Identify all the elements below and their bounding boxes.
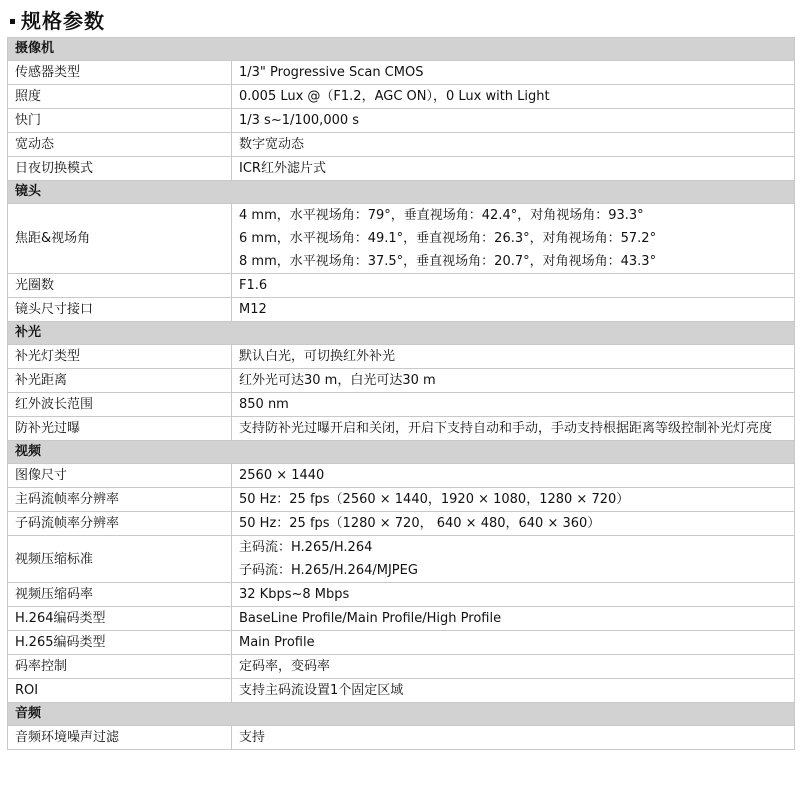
- spec-label: 码率控制: [8, 655, 232, 679]
- spec-value: [232, 204, 795, 274]
- spec-label: H.264编码类型: [8, 607, 232, 631]
- table-row: [8, 85, 795, 109]
- section-header-lens: [8, 181, 795, 204]
- table-row: [8, 655, 795, 679]
- section-title: 摄像机: [8, 38, 795, 61]
- table-row: [8, 133, 795, 157]
- table-row: [8, 536, 795, 583]
- spec-value: 默认白光，可切换红外补光: [232, 345, 795, 369]
- spec-value: 1/3" Progressive Scan CMOS: [232, 61, 795, 85]
- page-title-bar: [10, 5, 105, 33]
- table-row: [8, 298, 795, 322]
- spec-value: 红外光可达30 m，白光可达30 m: [232, 369, 795, 393]
- spec-value: 支持: [232, 726, 795, 750]
- spec-value: 2560 × 1440: [232, 464, 795, 488]
- spec-value: 50 Hz：25 fps（1280 × 720， 640 × 480，640 × 360）: [232, 512, 795, 536]
- section-title: 视频: [8, 441, 795, 464]
- spec-value: 50 Hz：25 fps（2560 × 1440，1920 × 1080，1280 × 720）: [232, 488, 795, 512]
- table-row: [8, 631, 795, 655]
- spec-value: 定码率，变码率: [232, 655, 795, 679]
- spec-value: 32 Kbps~8 Mbps: [232, 583, 795, 607]
- table-row: [8, 345, 795, 369]
- table-row: [8, 61, 795, 85]
- section-header-camera: [8, 38, 795, 61]
- table-row: [8, 679, 795, 703]
- table-row: [8, 512, 795, 536]
- spec-value: 支持主码流设置1个固定区域: [232, 679, 795, 703]
- spec-label: 镜头尺寸接口: [8, 298, 232, 322]
- spec-label: ROI: [8, 679, 232, 703]
- spec-label: 快门: [8, 109, 232, 133]
- focal-line: 8 mm，水平视场角：37.5°，垂直视场角：20.7°，对角视场角：43.3°: [239, 254, 657, 269]
- table-row: [8, 204, 795, 274]
- compression-line: 主码流：H.265/H.264: [239, 540, 373, 555]
- table-row: [8, 417, 795, 441]
- table-row: [8, 583, 795, 607]
- spec-value: ICR红外滤片式: [232, 157, 795, 181]
- bullet-icon: [10, 19, 15, 24]
- spec-label: 补光灯类型: [8, 345, 232, 369]
- spec-label: 宽动态: [8, 133, 232, 157]
- section-title: 补光: [8, 322, 795, 345]
- compression-line: 子码流：H.265/H.264/MJPEG: [239, 563, 418, 578]
- spec-label: 红外波长范围: [8, 393, 232, 417]
- spec-label: 子码流帧率分辨率: [8, 512, 232, 536]
- spec-value: 0.005 Lux @（F1.2，AGC ON），0 Lux with Light: [232, 85, 795, 109]
- spec-value: 数字宽动态: [232, 133, 795, 157]
- table-row: [8, 157, 795, 181]
- spec-value: [232, 536, 795, 583]
- table-row: [8, 464, 795, 488]
- table-row: [8, 109, 795, 133]
- spec-label: 音频环境噪声过滤: [8, 726, 232, 750]
- section-title: 音频: [8, 703, 795, 726]
- section-header-video: [8, 441, 795, 464]
- section-title: 镜头: [8, 181, 795, 204]
- table-row: [8, 726, 795, 750]
- table-row: [8, 274, 795, 298]
- spec-label: 视频压缩码率: [8, 583, 232, 607]
- spec-value: F1.6: [232, 274, 795, 298]
- spec-label: 补光距离: [8, 369, 232, 393]
- spec-label: 主码流帧率分辨率: [8, 488, 232, 512]
- focal-line: 6 mm，水平视场角：49.1°，垂直视场角：26.3°，对角视场角：57.2°: [239, 231, 657, 246]
- spec-label: 防补光过曝: [8, 417, 232, 441]
- spec-value-text: 支持防补光过曝开启和关闭，开启下支持自动和手动，手动支持根据距离等级控制补光灯亮度: [239, 421, 773, 436]
- spec-label: 图像尺寸: [8, 464, 232, 488]
- table-row: [8, 369, 795, 393]
- table-row: [8, 393, 795, 417]
- spec-label: 传感器类型: [8, 61, 232, 85]
- table-row: [8, 607, 795, 631]
- spec-value: 1/3 s~1/100,000 s: [232, 109, 795, 133]
- spec-label: 光圈数: [8, 274, 232, 298]
- spec-label: 日夜切换模式: [8, 157, 232, 181]
- spec-label: 照度: [8, 85, 232, 109]
- page-title: 规格参数: [21, 8, 105, 33]
- table-row: [8, 488, 795, 512]
- spec-label: 视频压缩标准: [8, 536, 232, 583]
- spec-label: 焦距&视场角: [8, 204, 232, 274]
- spec-value: M12: [232, 298, 795, 322]
- spec-value: Main Profile: [232, 631, 795, 655]
- spec-value: 850 nm: [232, 393, 795, 417]
- section-header-audio: [8, 703, 795, 726]
- spec-value: [232, 417, 795, 441]
- section-header-fill-light: [8, 322, 795, 345]
- focal-line: 4 mm，水平视场角：79°，垂直视场角：42.4°，对角视场角：93.3°: [239, 208, 644, 223]
- spec-value: BaseLine Profile/Main Profile/High Profile: [232, 607, 795, 631]
- spec-label: H.265编码类型: [8, 631, 232, 655]
- spec-table: [7, 37, 795, 750]
